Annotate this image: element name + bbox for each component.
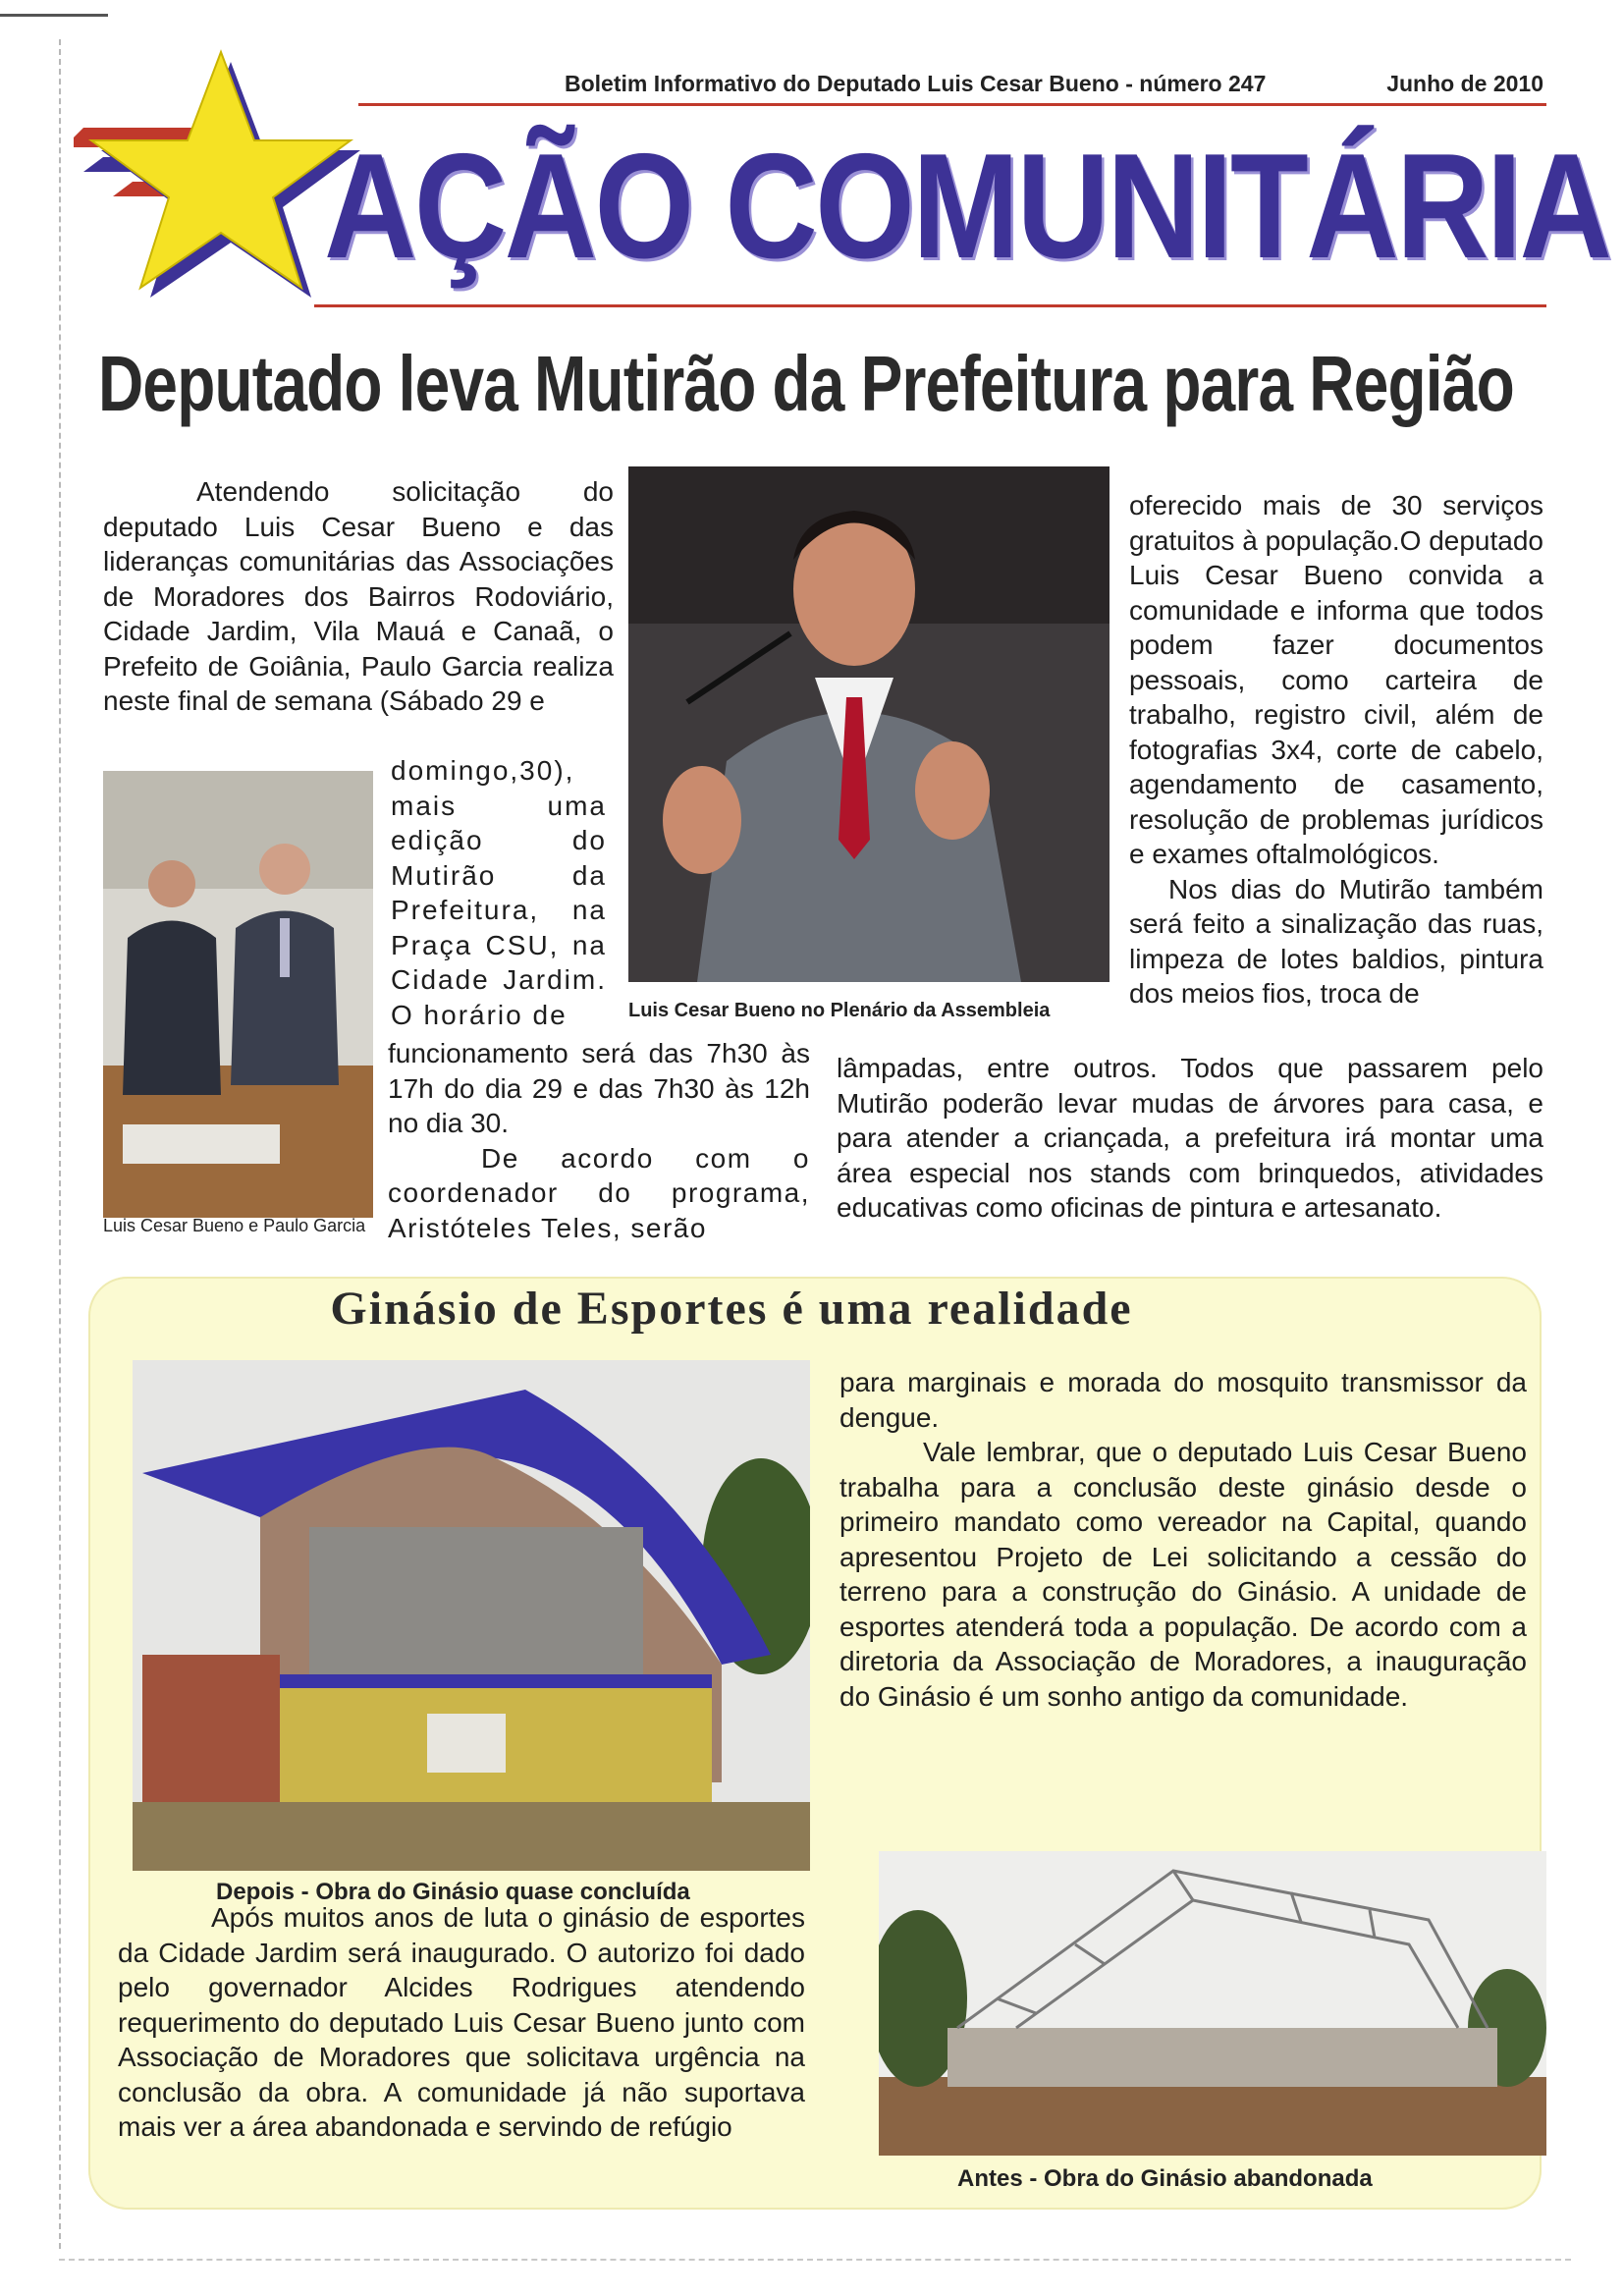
gym-section-box: [88, 1277, 1542, 2210]
photo-main-caption: Luis Cesar Bueno no Plenário da Assembleia: [628, 1000, 1051, 1021]
article-paragraph: lâmpadas, entre outros. Todos que passarem pelo Mutirão poderão levar mudas de árvores para casa, e para atender a criançada, a prefeitura irá montar uma área especial nos stands com brinquedos, atividades educativas como oficinas de pintura e artesanato.: [837, 1053, 1543, 1223]
article-paragraph: Nos dias do Mutirão também será feito a sinalização das ruas, limpeza de lotes baldios, pintura dos meios fios, troca de: [1129, 873, 1543, 1009]
photo-bueno-garcia: [103, 771, 373, 1218]
photo-gym-after: [133, 1360, 810, 1871]
gym-paragraph: Após muitos anos de luta o ginásio de esportes da Cidade Jardim será inaugurado. O autorizo foi dado pelo governador Alcides Rodrigues atendendo requerimento do deputado Luis Cesar Bueno junto com Associação de Moradores que solicitava urgência na conclusão da obra. A comunidade já não suportava mais ver a área abandonada e servindo de refúgio: [118, 1902, 805, 2142]
bulletin-subtitle: Boletim Informativo do Deputado Luis Cesar Bueno - número 247: [565, 71, 1267, 96]
article-paragraph: funcionamento será das 7h30 às 17h do dia 29 e das 7h30 às 12h no dia 30.: [388, 1038, 810, 1138]
scan-bottom-edge: [59, 2259, 1571, 2261]
article-paragraph: De acordo com o coordenador do programa, Aristóteles Teles, serão: [388, 1142, 810, 1243]
article-paragraph: oferecido mais de 30 serviços gratuitos à população.O deputado Luis Cesar Bueno convida a comunidade e informa que todos podem fazer documentos pessoais, como carteira de trabalho, registro civil, além de fotografias 3x4, corte de cabelo, agendamento de casamento, resolução de problemas jurídicos e exames oftalmológicos.: [1129, 490, 1543, 869]
article-col3-wide: [837, 1051, 1543, 1226]
gym-left-text: [118, 1900, 805, 2145]
article-paragraph: domingo,30), mais uma edição do Mutirão da Prefeitura, na Praça CSU, na Cidade Jardim. O horário de: [391, 755, 607, 1030]
article-paragraph: Atendendo solicitação do deputado Luis Cesar Bueno e das lideranças comunitárias das Associações de Moradores dos Bairros Rodoviário, Cidade Jardim, Vila Mauá e Canaã, o Prefeito de Goiânia, Paulo Garcia realiza neste final de semana (Sábado 29 e: [103, 476, 614, 716]
photo-after-caption: Depois - Obra do Ginásio quase concluída: [216, 1879, 690, 1905]
scan-left-edge: [59, 39, 61, 2249]
gym-paragraph: Vale lembrar, que o deputado Luis Cesar Bueno trabalha para a conclusão deste ginásio desde o primeiro mandato como vereador na Capital, quando apresentou Projeto de Lei solicitando a cessão do terreno para a construção do Ginásio. A unidade de esportes atenderá toda a população. De acordo com a diretoria da Associação de Moradores, a inauguração do Ginásio é um sonho antigo da comunidade.: [839, 1437, 1527, 1712]
gym-right-text: [839, 1365, 1527, 1714]
masthead-title: AÇÃO COMUNITÁRIA: [324, 123, 1610, 290]
article-col3: [1129, 488, 1543, 1011]
issue-date: Junho de 2010: [1386, 71, 1543, 96]
photo-before-caption: Antes - Obra do Ginásio abandonada: [957, 2165, 1373, 2192]
gym-paragraph: para marginais e morada do mosquito transmissor da dengue.: [839, 1367, 1527, 1433]
masthead-bottom-rule: [314, 304, 1546, 307]
article-col1-top: [103, 474, 614, 719]
gym-section-title: Ginásio de Esportes é uma realidade: [330, 1283, 1133, 1335]
article-col1-bottom: [388, 1036, 810, 1245]
article-headline: Deputado leva Mutirão da Prefeitura para Região: [98, 340, 1514, 427]
photo-bueno-plenario: [628, 466, 1110, 982]
photo-gym-before: [879, 1851, 1546, 2156]
photo-small-caption: Luis Cesar Bueno e Paulo Garcia: [103, 1216, 366, 1235]
article-col1-side: [391, 753, 607, 1032]
scan-corner-mark: [0, 14, 108, 17]
masthead-top-rule: [358, 103, 1546, 106]
